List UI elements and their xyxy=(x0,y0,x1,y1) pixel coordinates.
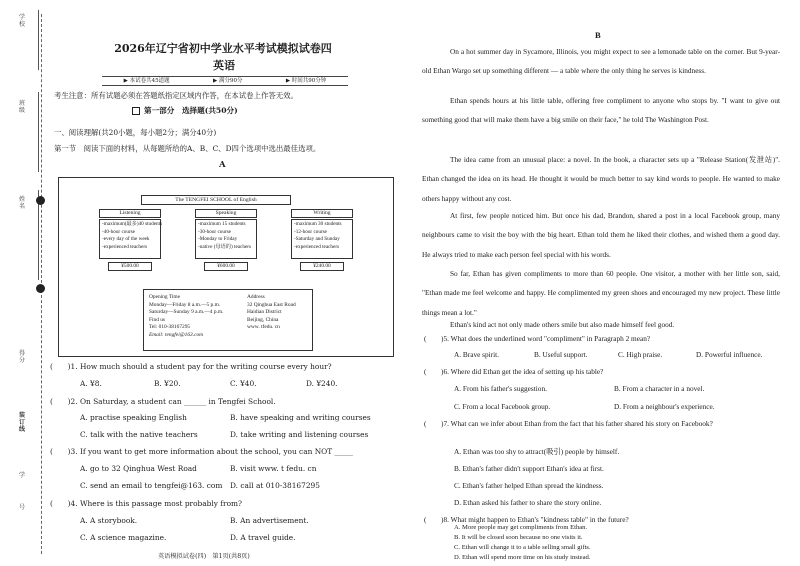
question-stem: ( )1. How much should a student pay for the writing course every hour? xyxy=(50,362,332,371)
course-line: -30-hour course xyxy=(198,228,231,235)
option-a[interactable]: A. go to 32 Qinghua West Road xyxy=(80,464,197,473)
question-stem: ( )3. If you want to get more information about the school, you can NOT _____ xyxy=(50,447,353,456)
info-time: ▶ 时间共90分钟 xyxy=(285,78,327,84)
question-2 xyxy=(50,397,398,407)
school-label: 学校 xyxy=(19,14,26,28)
question-stem: ( )5. What does the underlined word "compliment" in Paragraph 2 mean? xyxy=(424,334,651,343)
question-8-option-d[interactable]: D. Ethan will spend more time on his study instead. xyxy=(454,554,591,561)
info-score: ▶ 满分90分 xyxy=(213,78,243,84)
student-number-label-1: 学 xyxy=(19,472,26,479)
option-d[interactable]: D. From a neighbour's experience. xyxy=(614,402,715,411)
address-line: 32 Qinghua East Road xyxy=(247,301,296,308)
school-blank xyxy=(38,10,39,70)
course-name: Speaking xyxy=(195,209,257,218)
subject-title: 英语 xyxy=(213,59,235,72)
binding-strip xyxy=(0,0,46,566)
section-instruction: 第一节 阅读下面的材料，从每题所给的A、B、C、D四个选项中选出最佳选项。 xyxy=(54,144,321,153)
option-c[interactable]: C. ¥40. xyxy=(230,379,257,388)
paragraph-4 xyxy=(422,206,780,264)
course-listening xyxy=(99,209,161,271)
course-line: -Saturday and Sunday xyxy=(294,236,340,243)
exam-title: 2026年辽宁省初中学业水平考试模拟试卷四 xyxy=(114,42,332,55)
paragraph-1 xyxy=(422,42,780,81)
address-line: Address xyxy=(247,294,265,300)
course-line: -maximum 15 students xyxy=(198,221,246,227)
question-2-options xyxy=(80,413,396,423)
question-7 xyxy=(424,419,784,429)
question-1 xyxy=(50,362,398,372)
paragraph-text: On a hot summer day in Sycamore, Illinois, you might expect to see a lemonade table on the corner. But 9-year-old Ethan Wargo set up something different — a table where the only thing he serves is kindness. xyxy=(422,47,780,76)
paragraph-5 xyxy=(422,264,780,322)
question-5 xyxy=(424,334,784,344)
question-7-option-a[interactable]: A. Ethan was too shy to attract(吸引) people by himself. xyxy=(454,447,620,456)
contact-line: Find us xyxy=(149,316,166,323)
contact-line: Tel: 010-38167295 xyxy=(149,324,191,331)
paragraph-text: At first, few people noticed him. But once his dad, Brandon, shared a post in a local Facebook group, many neighbours came to visit the boy with the big heart. Ethan told them he liked their clothes, and wished them a good day. He always tried to make each person feel special with his words. xyxy=(422,211,780,259)
passage-label: B xyxy=(595,30,601,40)
option-b[interactable]: B. have speaking and writing courses xyxy=(230,413,371,422)
paragraph-text: The idea came from an unusual place: a novel. In the book, a character sets up a "Release Station(发泄站)". Ethan changed the idea on its head. He thought it would be much better to say kind words to people. He wanted to make others happy without any cost. xyxy=(422,155,780,203)
right-page xyxy=(410,0,800,566)
school-advertisement xyxy=(58,177,394,357)
class-label: 班级 xyxy=(19,100,26,114)
binding-hole xyxy=(36,196,45,205)
exam-info-bar xyxy=(102,76,348,86)
option-c[interactable]: C. From a local Facebook group. xyxy=(454,402,551,411)
option-a[interactable]: A. practise speaking English xyxy=(80,413,187,422)
exam-notice: 考生注意：所有试题必须在答题纸指定区域内作答，在本试卷上作答无效。 xyxy=(54,91,298,100)
option-c[interactable]: C. talk with the native teachers xyxy=(80,430,198,439)
info-questions: ▶ 本试卷共45道题 xyxy=(123,78,170,84)
question-8-option-b[interactable]: B. It will be closed soon because no one visits it. xyxy=(454,534,583,541)
course-price: ¥240.00 xyxy=(300,262,344,271)
paragraph-text: Ethan spends hours at his little table, offering free compliment to anyone who stops by. "I want to give out something good that will make them have a big smile on their face," he told The Washington Post. xyxy=(422,96,780,125)
binding-hole xyxy=(36,284,45,293)
option-b[interactable]: B. From a character in a novel. xyxy=(614,384,705,393)
student-info-column xyxy=(16,4,38,562)
student-number-label-2: 号 xyxy=(19,504,26,511)
contact-line: Opening Time xyxy=(149,294,181,300)
course-price: ¥500.00 xyxy=(108,262,152,271)
option-b[interactable]: B. ¥20. xyxy=(154,379,181,388)
question-stem: ( )6. Where did Ethan get the idea of setting up his table? xyxy=(424,367,604,376)
seal-label: 装订线 xyxy=(19,412,26,433)
question-4-options xyxy=(80,516,396,526)
section-heading: 一、阅读理解(共20小题，每小题2分；满分40分) xyxy=(54,128,217,137)
question-8-option-a[interactable]: A. More people may get compliments from Ethan. xyxy=(454,524,588,531)
question-7-option-c[interactable]: C. Ethan's father helped Ethan spread the kindness. xyxy=(454,481,604,490)
question-3 xyxy=(50,447,398,457)
option-d[interactable]: D. A travel guide. xyxy=(230,533,296,542)
course-price: ¥600.00 xyxy=(204,262,248,271)
option-b[interactable]: B. An advertisement. xyxy=(230,516,309,525)
question-3-options-row2 xyxy=(80,481,396,491)
school-name: The TENGFEI SCHOOL of English xyxy=(141,195,291,205)
checkbox-icon xyxy=(132,107,140,115)
paragraph-3 xyxy=(422,150,780,208)
contact-email: Email: tengfei@163.com xyxy=(149,331,204,338)
option-c[interactable]: C. A science magazine. xyxy=(80,533,167,542)
class-blank xyxy=(38,92,39,172)
contact-line: Saturday—Sunday 9 a.m.—4 p.m. xyxy=(149,309,224,316)
option-b[interactable]: B. Useful support. xyxy=(534,350,588,359)
question-2-options-row2 xyxy=(80,430,396,440)
passage-label: A xyxy=(219,160,226,170)
page-footer: 英语模拟试卷(四) 第1页(共8页) xyxy=(158,553,250,560)
course-details xyxy=(99,219,161,259)
option-c[interactable]: C. High praise. xyxy=(618,350,663,359)
option-c[interactable]: C. send an email to tengfei@163. com xyxy=(80,481,223,490)
question-stem: ( )4. Where is this passage most probably from? xyxy=(50,499,242,508)
question-stem: ( )7. What can we infer about Ethan from the fact that his father shared his story on Facebook? xyxy=(424,419,713,428)
course-details xyxy=(195,219,257,259)
contact-line: Monday—Friday 8 a.m.—5 p.m. xyxy=(149,301,221,308)
option-a[interactable]: A. ¥8. xyxy=(80,379,102,388)
score-label: 得分 xyxy=(19,350,26,364)
option-a[interactable]: A. A storybook. xyxy=(80,516,138,525)
question-5-options xyxy=(454,350,784,360)
course-line: -native (母语的) teachers xyxy=(198,243,252,250)
question-stem: ( )2. On Saturday, a student can ______ in Tengfei School. xyxy=(50,397,276,406)
option-d[interactable]: D. Powerful influence. xyxy=(696,350,763,359)
option-d[interactable]: D. call at 010-38167295 xyxy=(230,481,320,490)
contact-box xyxy=(143,289,313,351)
course-line: -maximum(最多)40 students xyxy=(102,221,163,227)
left-page xyxy=(48,0,400,566)
paragraph-6 xyxy=(422,320,780,330)
course-details xyxy=(291,219,353,259)
question-1-options xyxy=(80,379,396,389)
question-6-options xyxy=(454,384,784,394)
option-d[interactable]: D. take writing and listening courses xyxy=(230,430,369,439)
course-line: -12-hour course xyxy=(294,228,327,235)
course-line: -every day of the week xyxy=(102,236,150,243)
address-line: Haidian District xyxy=(247,309,282,316)
question-8: ( )8. What might happen to Ethan's "kindness table" in the future? xyxy=(424,515,629,524)
course-name: Writing xyxy=(291,209,353,218)
question-4-options-row2 xyxy=(80,533,396,543)
question-7-option-d[interactable]: D. Ethan asked his father to share the story online. xyxy=(454,498,602,507)
name-label: 姓名 xyxy=(19,196,26,210)
question-7-option-b[interactable]: B. Ethan's father didn't support Ethan's idea at first. xyxy=(454,464,604,473)
paragraph-text: Ethan's kind act not only made others smile but also made himself feel good. xyxy=(450,320,675,329)
course-line: -experienced teachers xyxy=(294,243,340,250)
part-label: 第一部分 选择题(共50分) xyxy=(144,106,238,115)
question-3-options xyxy=(80,464,396,474)
part-header xyxy=(132,106,282,116)
address-line: www. tfedu. cn xyxy=(247,324,280,331)
question-6 xyxy=(424,367,784,377)
course-line: -experienced teachers xyxy=(102,243,148,250)
course-line: -40-hour course xyxy=(102,228,135,235)
option-a[interactable]: A. Brave spirit. xyxy=(454,350,499,359)
option-a[interactable]: A. From his father's suggestion. xyxy=(454,384,547,393)
course-speaking xyxy=(195,209,257,271)
question-6-options-row2 xyxy=(454,402,784,412)
question-8-option-c[interactable]: C. Ethan will change it to a table selling small gifts. xyxy=(454,544,591,551)
address-line: Beijing, China xyxy=(247,316,279,323)
course-line: -Monday to Friday xyxy=(198,236,238,243)
option-b[interactable]: B. visit www. t fedu. cn xyxy=(230,464,317,473)
paragraph-text: So far, Ethan has given compliments to more than 60 people. One visitor, a mother with her little son, said, "Ethan made me feel welcome and happy. He complimented my green shoes and encouraged my new project. These little things mean a lot." xyxy=(422,269,780,317)
paragraph-2 xyxy=(422,91,780,130)
course-line: -maximum 30 students xyxy=(294,221,342,227)
course-writing xyxy=(291,209,353,271)
question-4 xyxy=(50,499,398,509)
course-name: Listening xyxy=(99,209,161,218)
option-d[interactable]: D. ¥240. xyxy=(306,379,338,388)
